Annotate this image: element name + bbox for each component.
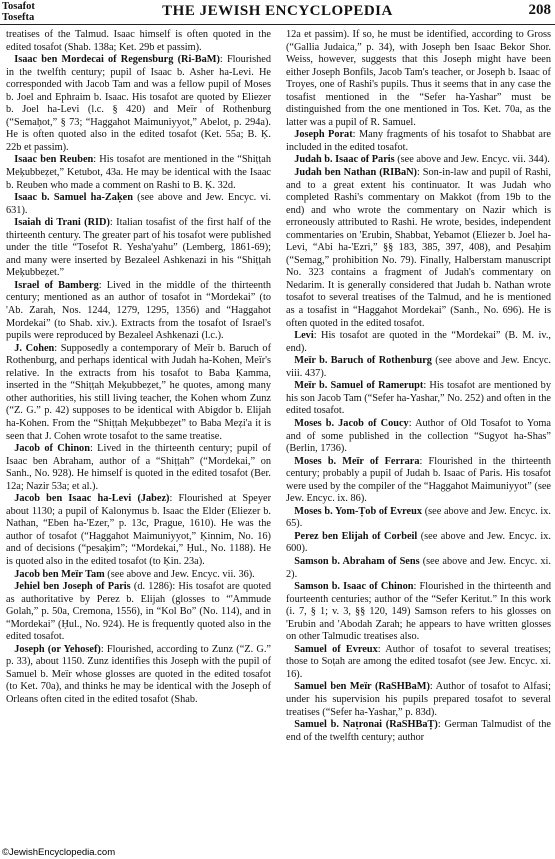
entry-text: (see above and Jew. Encyc. ix. 600). [286,530,551,555]
entry-name: Moses b. Yom-Ṭob of Evreux [294,505,422,517]
entry-name: Isaac ben Reuben [14,154,94,166]
entry-text: : His tosafot are quoted in the “Mordekai” (B. M. iv., end). [286,330,551,354]
watermark: ©JewishEncyclopedia.com [2,847,116,858]
entry-text: (d. 1286): His tosafot are quoted as authoritative by Perez b. Elijah (glosses to “'Ammude Golah,” p. 50a, Cremona, 1556), in “Kol Bo” (No. 114), and in “Mordekai” (Ḥul., No. 924). He is frequently quoted also in the edited tosafot. [6,581,272,643]
entry-text: : Flourished in the twelfth century; pupil of Isaac b. Asher ha-Levi. He corresponded with Jacob Tam and was a fellow pupil of Moses b. Joel and Ephraim b. Isaac. His tosafot are quoted by Eliezer b. Joel ha-Levi (l.c. § 420) and Meïr of Rothenburg (“Semaḥot,” § 73; “Haggahot Maimuniyyot,” Abelot, p. 294a). He is often quoted also in the edited tosafot (Ket. 55a; B. Ḳ. 22b et passim). [6,54,271,153]
entry-name: Jehiel ben Joseph of Paris [14,581,131,593]
entry [6,343,271,443]
entry-text: : Author of tosafot to several treatises; those to Soṭah are among the edited tosafot (see Jew. Encyc. xi. 16). [286,643,551,680]
entry-text: : Flourished in the thirteenth and fourteenth centuries; author of the “Sefer Keritut.” In this work (i. 7, § 1; v. 3, §§ 120, 149) Samson refers to his glosses on 'Erubin and 'Abodah Zarah; he appears to have written glosses on other Talmudic treatises also. [286,581,551,643]
entry-name: Samuel b. Naṭronai (RaSHBaṬ) [294,719,438,731]
entry-text: : His tosafot are mentioned in the “Shiṭṭah Meḳubbeẓet,” Ketubot, 43a. He may be identical with the Isaac b. Reuben who made a comment on Rashi to B. Ḳ. 32d. [6,154,271,191]
entry [6,581,271,644]
entry-text: (see above and Jew. Encyc. vi. 631). [6,192,271,216]
running-head-first: Tosafot [2,1,35,12]
entry-name: Judah ben Nathan (RIBaN) [294,167,417,179]
entry [6,443,271,493]
entry-name: Samuel ben Meïr (RaSHBaM) [294,681,430,693]
entry-text: (see above and Jew. Encyc. ix. 65). [286,505,551,530]
entry [286,29,551,129]
left-column [6,29,271,707]
entry-name: Meïr b. Samuel of Ramerupt [294,380,424,392]
entry [6,29,271,54]
entry-name: Samuel of Evreux [294,643,378,655]
entry-name: Samson b. Isaac of Chinon [294,581,414,593]
entry-name: Israel of Bamberg [14,279,99,291]
entry-name: Judah b. Isaac of Paris [294,154,395,166]
entry-text: : Flourished at Speyer about 1130; a pupil of Kalonymus b. Isaac the Elder (Eliezer b. Nathan, “Eben ha-'Ezer,” p. 13c, Prague, 1610). He was the author of tosafot (“Haggahot Maimuniyyot,” Ḳinnim, No. 16) and of decisions (“pesaḳim”; “Mordekai,” Ḥul., No. 1188). He is quoted also in the edited tosafot (to Ḳin. 23a). [6,493,272,567]
entry-text: (see above and Jew. Encyc. xi. 2). [286,555,551,580]
entry [286,644,551,682]
entry-text: 12a et passim). If so, he must be identified, according to Gross (“Gallia Judaica,” p. 34), with Joseph ben Isaac Bekor Shor. Weiss, however, suggests that this Joseph might have been either Joseph Bonfils, Jacob Tam's teacher, or Joseph b. Isaac of Troyes, one of Rashi's pupils. Thus it seems that in any case the tosafist mentioned in the “Sefer ha-Yashar” must be distinguished from the one mentioned in Tos. Ket. 70a, as the latter was a pupil of R. Samuel. [286,29,551,128]
entry [286,456,551,506]
entry-name: Jacob ben Isaac ha-Levi (Jabez) [14,493,170,505]
entry-name: Moses b. Meïr of Ferrara [294,455,420,467]
entry [286,556,551,581]
entry-text: treatises of the Talmud. Isaac himself is often quoted in the edited tosafot (Shab. 138a; Ket. 29b et passim). [6,29,271,53]
entry-name: Jacob ben Meïr Tam [14,568,105,580]
entry [286,719,551,744]
entry [6,569,271,582]
entry-name: Samson b. Abraham of Sens [294,555,420,567]
entry [286,380,551,418]
entry [286,581,551,644]
entry [6,154,271,192]
entry-text: (see above and Jew. Encyc. vii. 344). [394,154,550,166]
entry-name: Moses b. Jacob of Coucy [294,417,409,429]
entry [6,217,271,280]
entry-name: Jacob of Chinon [14,443,90,455]
entry-text: (see above and Jew. Encyc. viii. 437). [286,355,552,379]
right-column [286,29,551,744]
entry-name: Joseph (or Yehosef) [14,643,101,655]
entry [286,418,551,456]
entry [286,506,551,531]
entry-text: : Supposedly a contemporary of Meïr b. Baruch of Rothenburg, and perhaps identical with Judah ha-Kohen, Meïr's relative. In the extracts from his tosafot to Baba Ḳamma, inserted in the “Shiṭṭah Meḳubbeẓet,” he quotes, among many other authorities, his still living teacher, the Kohen whom Zunz (“Z. G.” p. 42) supposes to be identical with Abigdor b. Elijah ha-Kohen. From the “Shiṭṭah Meḳubbeẓet” to Baba Meẓi'a it is seen that J. Cohen wrote tosafot to the same treatise. [6,342,271,442]
entry-text: : Flourished in the thirteenth century; probably a pupil of Judah b. Isaac of Paris. His tosafot were used by the compiler of the “Haggahot Maimuniyyot” (see Jew. Encyc. ix. 86). [286,455,551,505]
entry-text: : Lived in the middle of the thirteenth century; mentioned as an author of tosafot in “Mordekai” (to 'Ab. Zarah, Nos. 1244, 1279, 1295, 1356) and “Haggahot Mordekai” (to Shab. xiv.). Extracts from the tosafot of Israel's pupils were reproduced by Bezaleel Ashkenazi (l.c.). [6,279,271,342]
entry [286,681,551,719]
entry [286,154,551,167]
entry [286,355,551,380]
entry-name: Isaiah di Trani (RID) [14,217,110,229]
entry-name: Meïr b. Baruch of Rothenburg [294,355,432,367]
entry [6,54,271,154]
entry [286,129,551,154]
entry [286,330,551,355]
entry [286,167,551,330]
entry-text: : Many fragments of his tosafot to Shabbat are included in the edited tosafot. [286,129,551,153]
entry [6,192,271,217]
entry-text: : Italian tosafist of the first half of the thirteenth century. The greater part of his tosafot were published under the title “Tosefot R. Yesha'yahu” (Lemberg, 1861-69); and many were inserted by Bezaleel Ashkenazi in his “Shiṭṭah Meḳubbeẓet.” [6,217,271,279]
entry [286,531,551,556]
entry-text: : His tosafot are mentioned by his son Jacob Tam (“Sefer ha-Yashar,” No. 252) and often in the edited tosafot. [286,380,551,417]
entry-text: (see above and Jew. Encyc. vii. 36). [104,568,255,580]
page-header [0,0,555,24]
running-head-second: Tosefta [2,12,35,23]
entry [6,493,271,568]
header-rule [0,24,555,25]
entry-name: Isaac b. Samuel ha-Zaḳen [14,192,133,204]
entry [6,280,271,343]
page-number: 208 [528,2,551,18]
entry-name: Joseph Porat [294,129,353,141]
entry-name: Perez ben Elijah of Corbeil [294,530,418,542]
entry-text: : Author of Old Tosafot to Yoma and of some published in the collection “Sugyot ha-Shas” (Berlin, 1736). [286,417,551,455]
entry-text: : Flourished, according to Zunz (“Z. G.” p. 33), about 1150. Zunz identifies this Joseph with the pupil of Samuel b. Meïr whose glosses are quoted in the edited tosafot (to Ket. 70a), and thinks he may be identical with the Joseph of Orleans often cited in the edited tosafot (Shab. [6,643,271,705]
entry-name: Isaac ben Mordecai of Regensburg (Ri-BaM) [14,54,220,66]
entry [6,644,271,707]
entry-text: : German Talmudist of the end of the twelfth century; author [286,719,551,743]
entry-name: J. Cohen [14,342,55,354]
entry-name: Levi [294,330,314,342]
encyclopedia-title: THE JEWISH ENCYCLOPEDIA [162,3,393,19]
entry-text: : Son-in-law and pupil of Rashi, and to a great extent his continuator. It was Judah who completed Rashi's commentary on Makkot (from 19b to the end) and who wrote the commentary on Nazir which is erroneously attributed to Rashi. He wrote, besides, independent commentaries on 'Erubin, Shabbat, Yebamot (Eliezer b. Joel ha-Levi, “Abi ha-'Ezri,” §§ 183, 385, 397, 408), and Pesaḥim (“Semag,” prohibition No. 79). Finally, Halberstam manuscript No. 323 contains a fragment of Judah's commentary on Nedarim. It is generally considered that Judah b. Nathan wrote tosafot to several treatises of the Talmud, and he is mentioned as a tosafist in “Haggahot Mordekai” (Sanh., No. 696). He is often quoted in the edited tosafot. [286,167,551,329]
entry-text: : Lived in the thirteenth century; pupil of Isaac ben Abraham, author of a “Shiṭṭah” (“Mordekai,” on Sanh., No. 928). He himself is quoted in the edited tosafot (Ber. 12a; Nazir 53a; et al.). [6,443,271,492]
entry-text: : Author of tosafot to Alfasi; under his supervision his pupils prepared tosafot to several treatises (“Sefer ha-Yashar,” p. 83d). [286,681,551,718]
